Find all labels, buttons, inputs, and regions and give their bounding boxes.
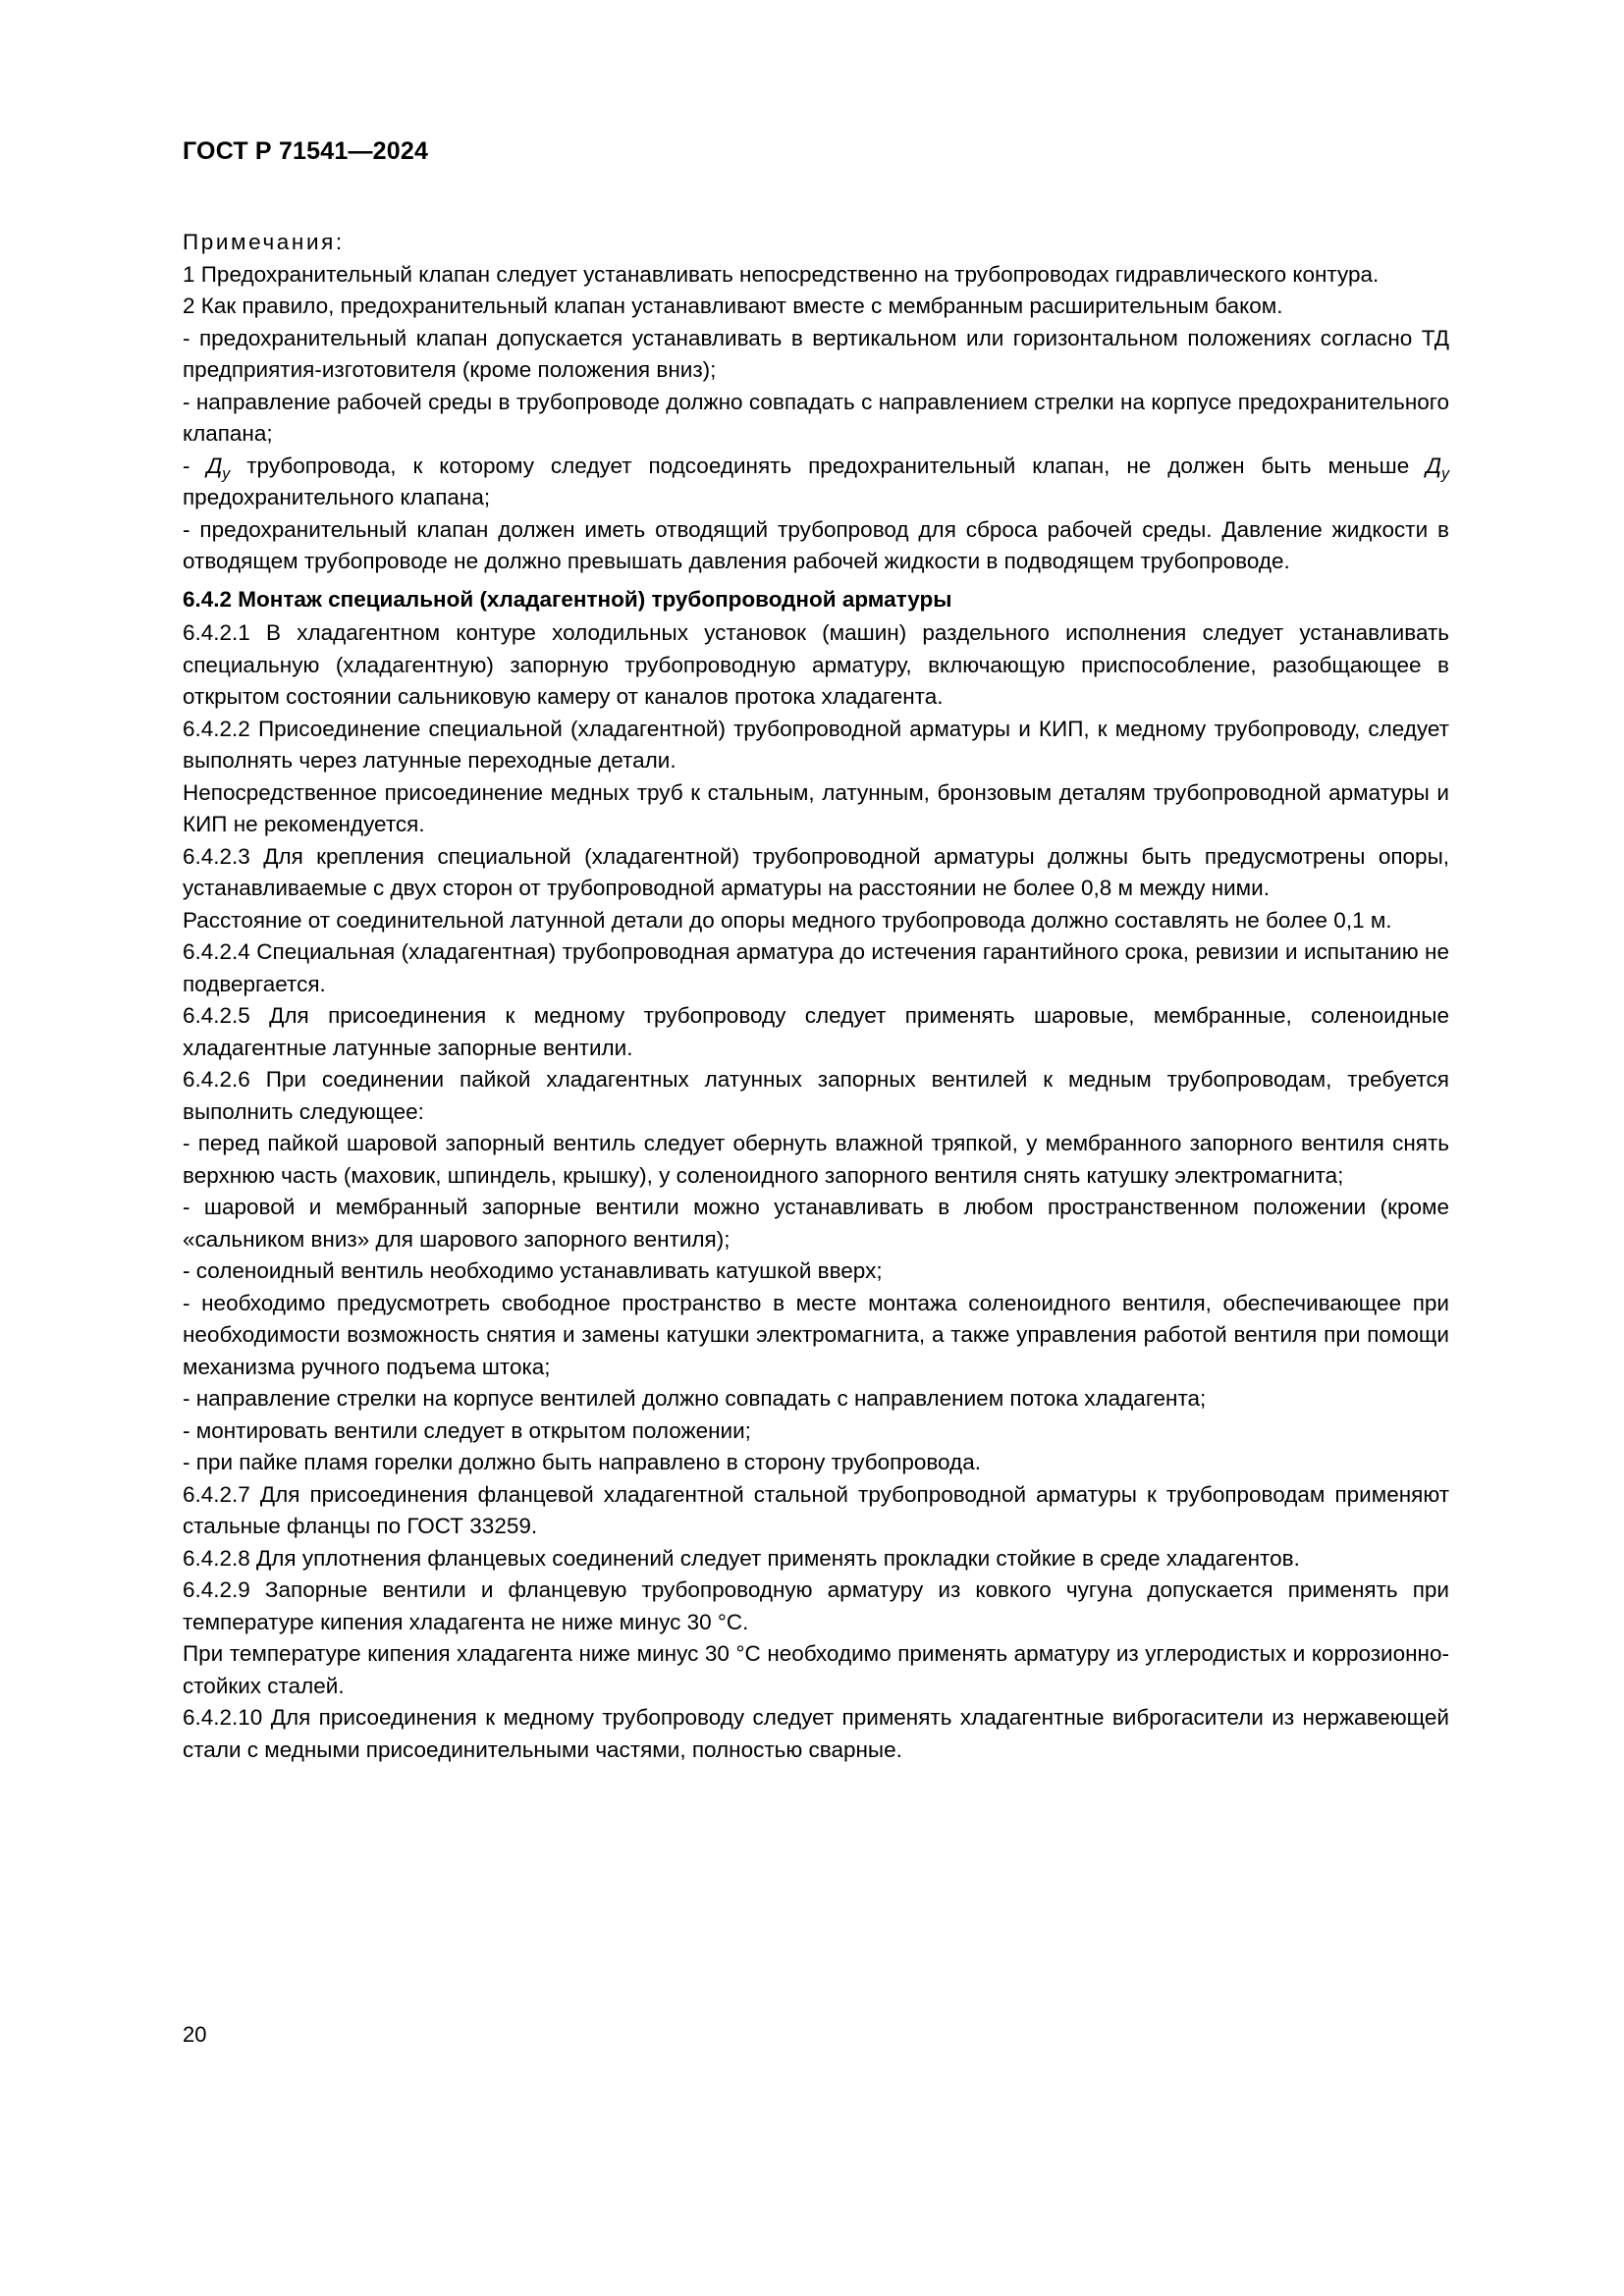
dy-symbol-2: Д (1426, 453, 1442, 478)
bullet-mount-open-position: - монтировать вентили следует в открытом положении; (183, 1417, 751, 1443)
bullet-flow-direction: - направление рабочей среды в трубопроводе должно совпадать с направлением стрелки на корпусе предохранительного клапана; (183, 389, 1449, 446)
paragraph-6-4-2-3: 6.4.2.3 Для крепления специальной (хладагентной) трубопроводной арматуры должны быть предусмотрены опоры, устанавливаемые с двух сторон от трубопроводной арматуры на расстоянии не более 0,8 м между ними. (183, 843, 1449, 900)
paragraph-distance-support: Расстояние от соединительной латунной детали до опоры медного трубопровода должно составлять не более 0,1 м. (183, 907, 1392, 933)
paragraph-6-4-2-10: 6.4.2.10 Для присоединения к медному трубопроводу следует применять хладагентные виброгасители из нержавеющей стали с медными присоединительными частями, полностью сварные. (183, 1705, 1449, 1762)
paragraph-6-4-2-2: 6.4.2.2 Присоединение специальной (хладагентной) трубопроводной арматуры и КИП, к медному трубопроводу, следует выполнять через латунные переходные детали. (183, 716, 1449, 773)
paragraph-6-4-2-1: 6.4.2.1 В хладагентном контуре холодильных установок (машин) раздельного исполнения следует устанавливать специальную (хладагентную) запорную трубопроводную арматуру, включающую приспособление, разобщающее в открытом состоянии сальниковую камеру от каналов протока хладагента. (183, 620, 1449, 709)
bullet-solenoid-coil-up: - соленоидный вентиль необходимо устанавливать катушкой вверх; (183, 1258, 883, 1283)
bullet-free-space-solenoid: - необходимо предусмотреть свободное пространство в месте монтажа соленоидного вентиля, обеспечивающее при необходимости возможность снятия и замены катушки электромагнита, а также управления работой вентиля при помощи механизма ручного подъема штока; (183, 1290, 1449, 1379)
dy-symbol-1: Д (206, 453, 223, 478)
bullet-valve-orientation: - предохранительный клапан допускается устанавливать в вертикальном или горизонтальном положениях согласно ТД предприятия-изготовителя (кроме положения вниз); (183, 325, 1449, 382)
document-body (183, 227, 1449, 1766)
paragraph-6-4-2-6: 6.4.2.6 При соединении пайкой хладагентных латунных запорных вентилей к медным трубопроводам, требуется выполнить следующее: (183, 1067, 1449, 1124)
bullet-drain-pipe: - предохранительный клапан должен иметь отводящий трубопровод для сброса рабочей среды. Давление жидкости в отводящем трубопроводе не должно превышать давления рабочей жидкости в подводящем трубопроводе. (183, 516, 1449, 573)
paragraph-6-4-2-8: 6.4.2.8 Для уплотнения фланцевых соединений следует применять прокладки стойкие в среде хладагентов. (183, 1545, 1300, 1571)
paragraph-6-4-2-4: 6.4.2.4 Специальная (хладагентная) трубопроводная арматура до истечения гарантийного срока, ревизии и испытанию не подвергается. (183, 939, 1449, 996)
bullet-soldering-prep: - перед пайкой шаровой запорный вентиль следует обернуть влажной тряпкой, у мембранного запорного вентиля снять верхнюю часть (маховик, шпиндель, крышку), у соленоидного запорного вентиля снять катушку электромагнита; (183, 1131, 1449, 1188)
dy-text-2: трубопровода, к которому следует подсоединять предохранительный клапан, не должен быть меньше (230, 453, 1427, 478)
note-item-2: 2 Как правило, предохранительный клапан устанавливают вместе с мембранным расширительным баком. (183, 294, 1283, 318)
paragraph-6-4-2-9: 6.4.2.9 Запорные вентили и фланцевую трубопроводную арматуру из ковкого чугуна допускается применять при температуре кипения хладагента не ниже минус 30 °С. (183, 1577, 1449, 1634)
paragraph-low-temperature: При температуре кипения хладагента ниже минус 30 °С необходимо применять арматуру из углеродистых и коррозионно-стойких сталей. (183, 1641, 1449, 1698)
paragraph-direct-connection: Непосредственное присоединение медных труб к стальным, латунным, бронзовым деталям трубопроводной арматуры и КИП не рекомендуется. (183, 779, 1449, 836)
paragraph-6-4-2-5: 6.4.2.5 Для присоединения к медному трубопроводу следует применять шаровые, мембранные, соленоидные хладагентные латунные запорные вентили. (183, 1003, 1449, 1060)
bullet-arrow-direction: - направление стрелки на корпусе вентилей должно совпадать с направлением потока хладагента; (183, 1386, 1207, 1411)
page-content (183, 137, 1449, 1766)
dy-subscript-1: у (222, 465, 231, 482)
section-heading-6-4-2: 6.4.2 Монтаж специальной (хладагентной) трубопроводной арматуры (183, 586, 952, 612)
note-item-1: 1 Предохранительный клапан следует устанавливать непосредственно на трубопроводах гидравлического контура. (183, 261, 1380, 287)
bullet-torch-flame: - при пайке пламя горелки должно быть направлено в сторону трубопровода. (183, 1450, 981, 1474)
dy-subscript-2: у (1441, 465, 1450, 482)
document-standard-header: ГОСТ Р 71541—2024 (183, 137, 429, 165)
dy-text-3: предохранительного клапана; (183, 485, 491, 509)
bullet-ball-membrane-position: - шаровой и мембранный запорные вентили можно устанавливать в любом пространственном положении (кроме «сальником вниз» для шарового запорного вентиля); (183, 1195, 1449, 1252)
page-number: 20 (183, 2022, 207, 2047)
dy-text-1: - (183, 453, 207, 478)
notes-label: Примечания: (183, 230, 345, 254)
paragraph-6-4-2-7: 6.4.2.7 Для присоединения фланцевой хладагентной стальной трубопроводной арматуры к трубопроводам применяют стальные фланцы по ГОСТ 33259. (183, 1481, 1449, 1538)
bullet-dy-requirement (183, 451, 1449, 514)
